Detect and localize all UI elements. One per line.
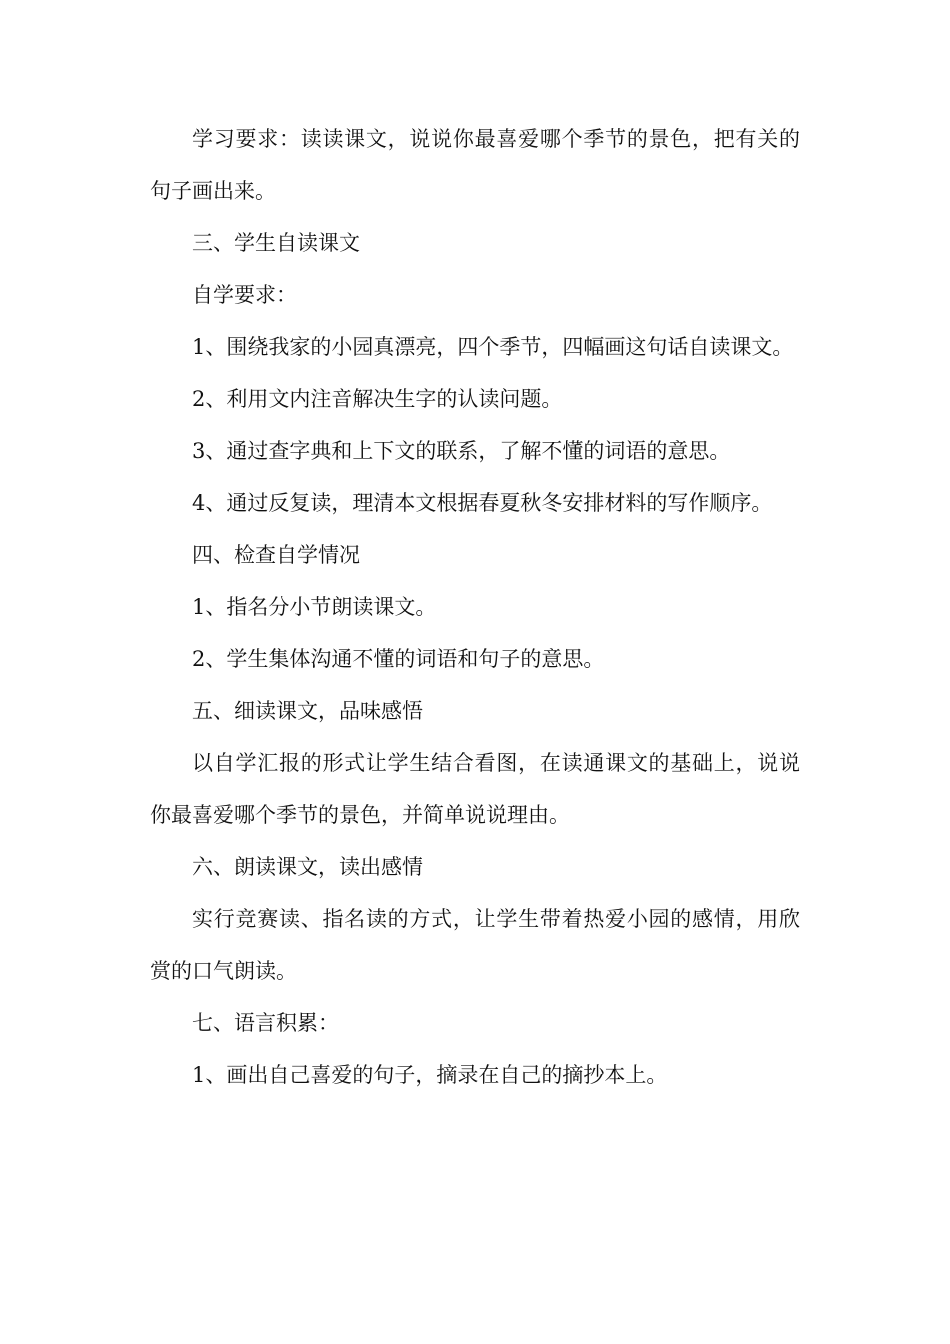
heading-section-six: 六、朗读课文，读出感情 xyxy=(192,855,423,879)
heading-section-five: 五、细读课文，品味感悟 xyxy=(192,699,423,723)
document-body xyxy=(150,113,800,1101)
list-item-self-study-1: 1、围绕我家的小园真漂亮，四个季节，四幅画这句话自读课文。 xyxy=(192,335,794,359)
list-item-accumulation-1: 1、画出自己喜爱的句子，摘录在自己的摘抄本上。 xyxy=(192,1063,668,1087)
list-item-check-2: 2、学生集体沟通不懂的词语和句子的意思。 xyxy=(192,647,605,671)
paragraph-read-aloud: 实行竞赛读、指名读的方式，让学生带着热爱小园的感情，用欣赏的口气朗读。 xyxy=(150,907,800,983)
list-item-check-1: 1、指名分小节朗读课文。 xyxy=(192,595,437,619)
heading-section-three: 三、学生自读课文 xyxy=(192,231,360,255)
list-item-self-study-3: 3、通过查字典和上下文的联系，了解不懂的词语的意思。 xyxy=(192,439,731,463)
paragraph-self-study-label: 自学要求： xyxy=(192,283,297,307)
heading-section-seven: 七、语言积累： xyxy=(192,1011,339,1035)
heading-section-four: 四、检查自学情况 xyxy=(192,543,360,567)
list-item-self-study-4: 4、通过反复读，理清本文根据春夏秋冬安排材料的写作顺序。 xyxy=(192,491,773,515)
paragraph-learning-requirement: 学习要求：读读课文，说说你最喜爱哪个季节的景色，把有关的句子画出来。 xyxy=(150,127,800,203)
list-item-self-study-2: 2、利用文内注音解决生字的认读问题。 xyxy=(192,387,563,411)
paragraph-close-reading: 以自学汇报的形式让学生结合看图，在读通课文的基础上，说说你最喜爱哪个季节的景色，并简单说说理由。 xyxy=(150,751,800,827)
